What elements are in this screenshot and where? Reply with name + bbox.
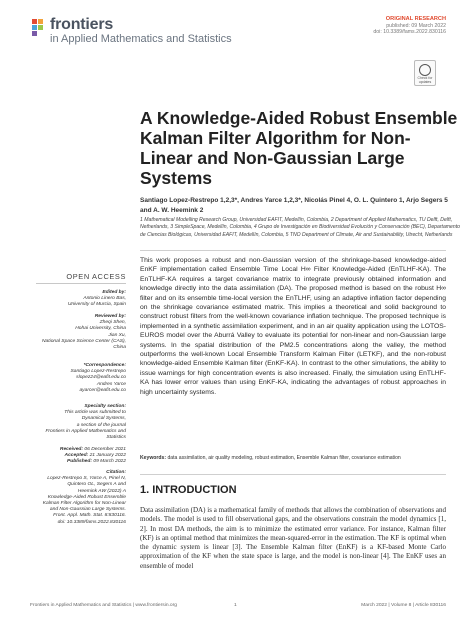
reviewed-by xyxy=(14,314,126,351)
citation-label: Citation: xyxy=(106,470,126,475)
citation-line: Knowledge-Aided Robust Ensemble xyxy=(47,494,126,500)
citation-line: Heemink AW (2022) A xyxy=(77,488,126,494)
correspondent-1-email[interactable]: slopez24@eafit.edu.co xyxy=(76,375,126,381)
editor-affil: University of Murcia, Spain xyxy=(67,302,126,308)
published-date: published: 09 March 2022 xyxy=(386,22,446,29)
open-access-label: OPEN ACCESS xyxy=(66,272,126,281)
published-date-side: 09 March 2022 xyxy=(93,459,126,465)
accepted-label: Accepted: xyxy=(64,453,89,459)
citation xyxy=(14,470,126,526)
published-label: Published: xyxy=(67,459,93,465)
edited-by-label: Edited by: xyxy=(102,290,126,295)
specialty-line: Statistics xyxy=(106,435,126,441)
article-type: ORIGINAL RESEARCH xyxy=(385,16,446,22)
edited-by xyxy=(14,290,126,309)
specialty-section xyxy=(14,404,126,441)
reviewer-2-name: Jian Xu, xyxy=(108,332,126,338)
affiliations: 1 Mathematical Modelling Research Group, Universidad EAFIT, Medellín, Colombia, 2 Department of Applied Mathematics, TU Delft, Delft, Netherlands, 3 SimpleSpace, Medellín, Colombia, 4 Grupo de Investigación en Biodiversidad Evolución y Conservación (BEC), Departamento de Ciencias Biológicas, Universidad EAFIT, Medellín, Colombia, 5 TNO Department of Climate, Air and Sustainability, Utrecht, Netherlands xyxy=(140,217,460,238)
doi-link[interactable]: doi: 10.3389/fams.2022.830116 xyxy=(373,29,446,36)
footer-volume: March 2022 | Volume 8 | Article 830116 xyxy=(361,603,446,608)
sidebar-divider xyxy=(36,283,126,284)
editor-name: Antonio Linero Bas, xyxy=(83,296,126,302)
author-list: Santiago Lopez-Restrepo 1,2,3*, Andres Yarce 1,2,3*, Nicolás Pinel 4, O. L. Quintero 1, Arjo Segers 5 and A. W. Heemink 2 xyxy=(140,197,448,214)
divider xyxy=(140,474,446,475)
reviewer-2-affil-country: China xyxy=(113,345,126,351)
received-date: 06 December 2021 xyxy=(84,447,126,452)
correspondence xyxy=(14,363,126,394)
citation-line: and Non-Gaussian Large Systems. xyxy=(49,507,126,513)
keywords-label: Keywords: xyxy=(140,455,167,461)
dates xyxy=(14,447,126,466)
reviewer-1-name: Zheqi Shen, xyxy=(99,320,126,326)
citation-line: Kalman Filter Algorithm for Non-Linear xyxy=(42,501,126,507)
accepted-date: 21 January 2022 xyxy=(89,453,126,459)
reviewer-2-affil: National Space Science Center (CAS), xyxy=(42,338,126,344)
keywords xyxy=(140,455,446,462)
correspondence-label: *Correspondence: xyxy=(83,363,126,368)
citation-line: Lopez-Restrepo S, Yarce A, Pinel N, xyxy=(47,476,126,482)
article-meta xyxy=(373,16,446,36)
citation-line: Quintero OL, Segers A and xyxy=(67,482,126,488)
correspondent-2-email[interactable]: ayarcer@eafit.edu.co xyxy=(79,387,126,393)
check-for-updates-button[interactable] xyxy=(414,60,436,86)
citation-doi[interactable]: doi: 10.3389/fams.2022.830116 xyxy=(57,519,126,525)
journal-section: in Applied Mathematics and Statistics xyxy=(50,33,232,45)
reviewer-1-affil: Hohai University, China xyxy=(75,326,126,332)
journal-brand[interactable]: frontiers xyxy=(50,16,114,33)
frontiers-logo-icon xyxy=(30,18,50,44)
specialty-label: Specialty section: xyxy=(84,404,126,409)
section-heading: 1. INTRODUCTION xyxy=(140,484,237,496)
footer-journal[interactable]: Frontiers in Applied Mathematics and Statistics | www.frontiersin.org xyxy=(30,603,177,608)
specialty-line: Dynamical Systems, xyxy=(81,416,126,422)
specialty-line: This article was submitted to xyxy=(64,410,126,416)
specialty-line: a section of the journal xyxy=(76,422,126,428)
keywords-text: data assimilation, air quality modeling, robust estimation, Ensemble Kalman filter, covariance estimation xyxy=(167,455,401,461)
divider xyxy=(140,250,446,251)
badge-label: Check for updates xyxy=(417,76,433,84)
abstract: This work proposes a robust and non-Gaussian version of the shrinkage-based knowledge-aided EnKF implementation called Ensemble Time Local H∞ Filter Knowledge-Aided (EnTLHF-KA). The EnTLHF-KA requires a target covariance matrix to integrate previously obtained information and knowledge directly into the data assimilation (DA). The proposed method is based on the robust H∞ filter and on its ensemble time-local version the EnTLHF, using an adaptive inflation factor depending on the shrinkage covariance estimated matrix. This implies a theoretical and solid background to construct robust filters from the well-known covariance inflation technique. The proposed technique is implemented in a synthetic assimilation experiment, and in an air quality application using the LOTOS-EUROS model over the Aburrá Valley to evaluate its potential for non-linear and non-Gaussian large systems. In the spatial distribution of the PM2.5 concentrations along the valley, the method outperforms the well-known Local Ensemble Transform Kalman Filter (LETKF), and the non-robust knowledge-aided Ensemble Kalman filter (EnKF-KA). In contrast to the other simulations, the ability to issue warnings for high concentration events is also increased. Finally, the simulation using EnTLHF-KA has lower error values than using EnKF-KA, indicating the advantages of robust approaches in high uncertainty systems. xyxy=(140,257,446,396)
page-number: 1 xyxy=(234,603,237,608)
reviewed-by-label: Reviewed by: xyxy=(94,314,126,319)
correspondent-1-name: Santiago Lopez-Restrepo xyxy=(70,369,126,375)
received-label: Received: xyxy=(59,447,84,452)
refresh-icon xyxy=(419,64,431,76)
intro-paragraph: Data assimilation (DA) is a mathematical family of methods that allows the combination of observations and models. The model is used to fill observational gaps, and the observations constrain the model dynamics [1, 2]. In most DA methods, the aim is to minimize the estimated error variance. For instance, Kalman filter (KF) is an optimal method that minimizes the mean-squared-error in the estimation. The KF is optimal when the dynamic system is linear [3]. The Ensemble Kalman filter (EnKF) is a KF-based Monte Carlo approximation of the KF when the state space is large, and the model is non-linear [4]. The EnKF uses an ensemble of model xyxy=(140,506,446,570)
article-title: A Knowledge-Aided Robust Ensemble Kalman Filter Algorithm for Non-Linear and Non-Gaussian Large Systems xyxy=(140,108,458,188)
citation-line: Front. Appl. Math. Stat. 8:830116. xyxy=(53,513,126,519)
correspondent-2-name: Andres Yarce xyxy=(96,381,126,387)
specialty-line: Frontiers in Applied Mathematics and xyxy=(45,428,126,434)
